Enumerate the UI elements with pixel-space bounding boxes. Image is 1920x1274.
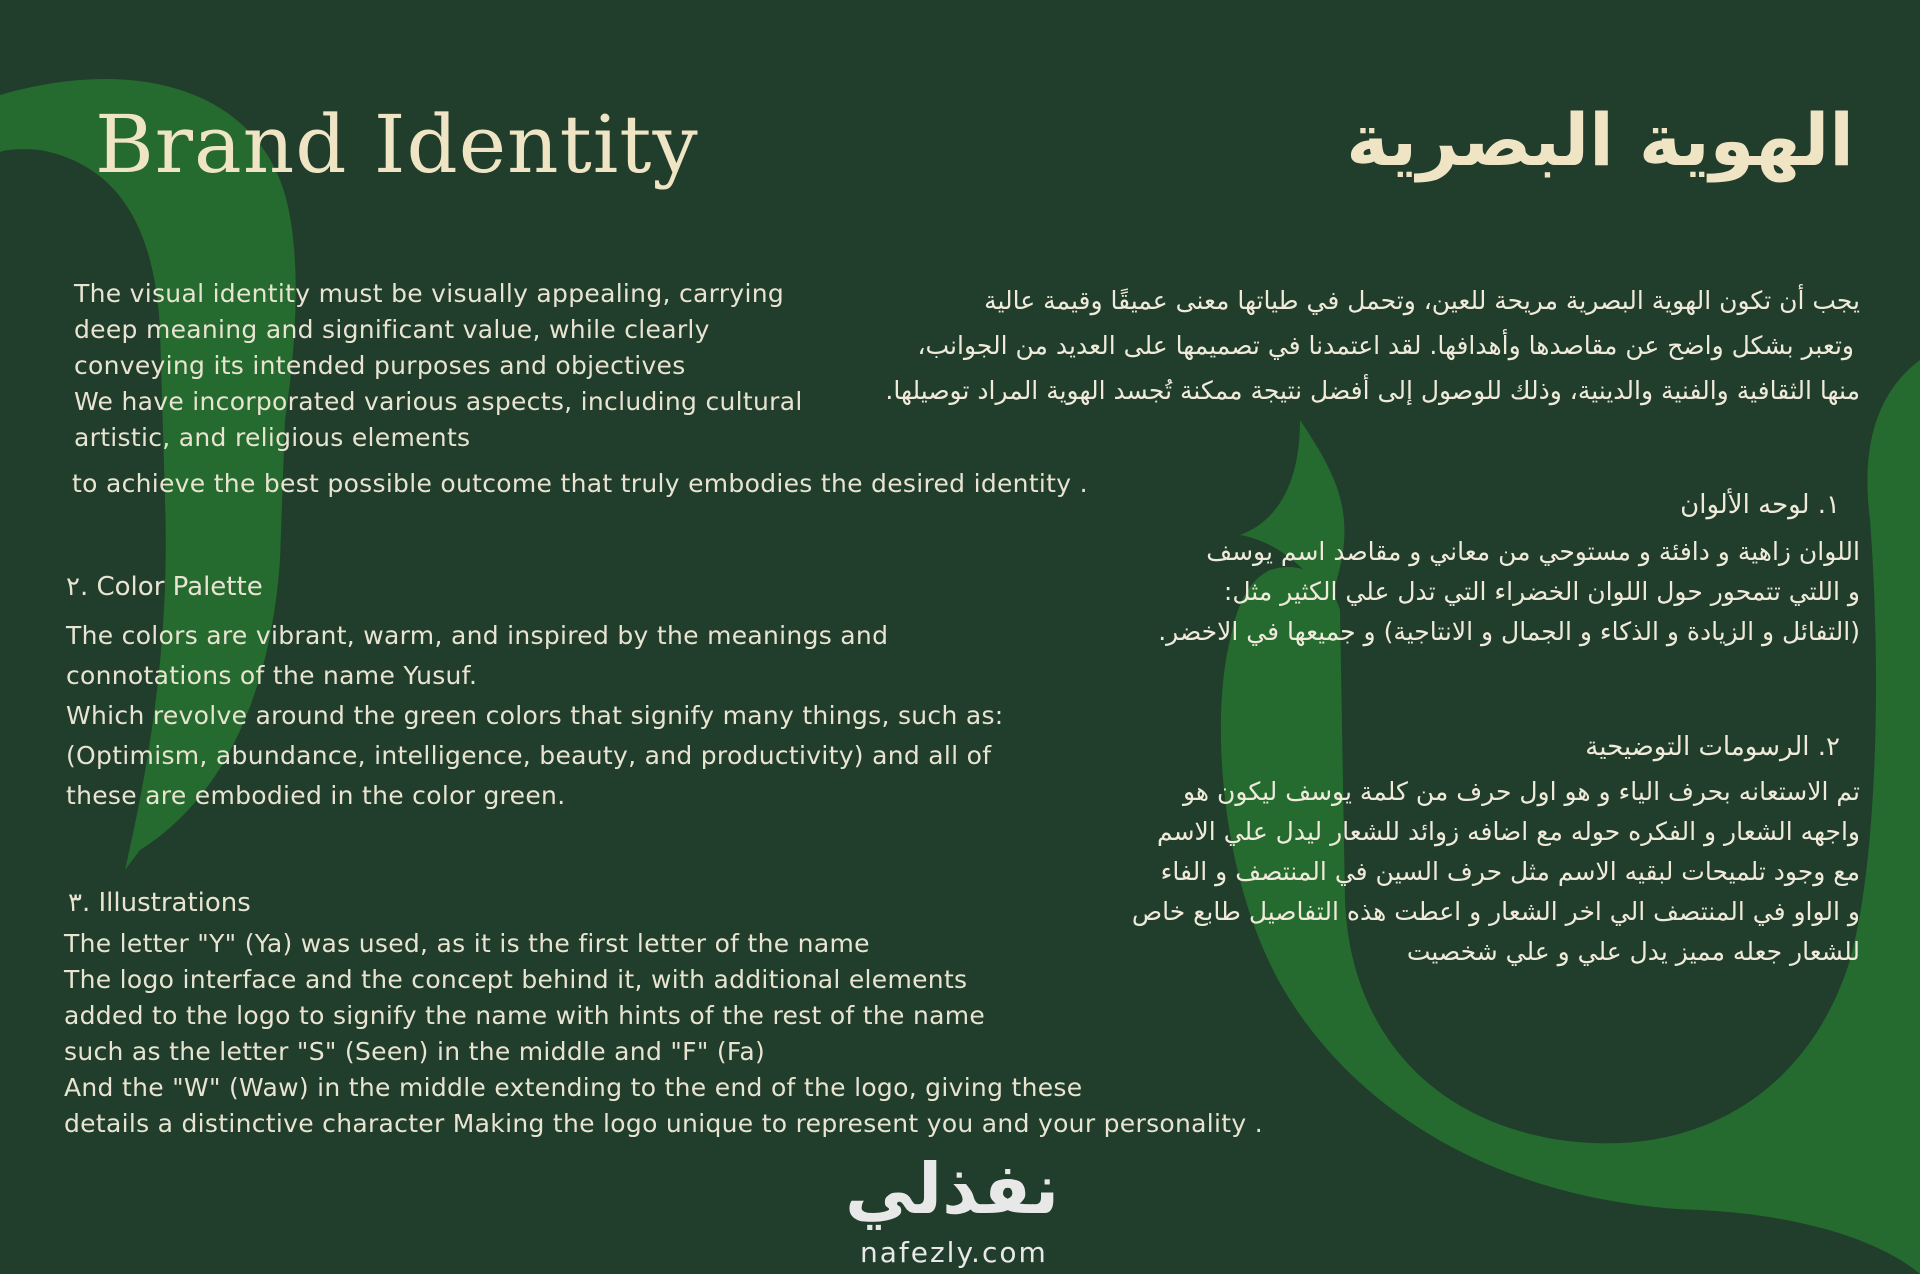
color-palette-arabic-line: اللوان زاهية و دافئة و مستوحي من معاني و مقاصد اسم يوسف (1206, 537, 1860, 566)
title-arabic: الهوية البصرية (1346, 98, 1854, 182)
intro-arabic-line: وتعبر بشكل واضح عن مقاصدها وأهدافها. لقد اعتمدنا في تصميمها على العديد من الجوانب، (917, 331, 1854, 360)
illustrations-heading-english: ٣. Illustrations (68, 888, 251, 918)
color-palette-arabic (1158, 532, 1860, 652)
illustrations-english-line: added to the logo to signify the name with hints of the rest of the name (64, 1001, 986, 1030)
intro-english-line: The visual identity must be visually appealing, carrying (74, 279, 785, 308)
illustrations-arabic-line: مع وجود تلميحات لبقيه الاسم مثل حرف السين في المنتصف و الفاء (1160, 857, 1860, 886)
color-palette-arabic-line: (التفائل و الزيادة و الذكاء و الجمال و الانتاجية) و جميعها في الاخضر. (1158, 617, 1860, 646)
intro-arabic-line: منها الثقافية والفنية والدينية، وذلك للوصول إلى أفضل نتيجة ممكنة تُجسد الهوية المراد توصيلها. (885, 376, 1860, 405)
color-palette-heading-arabic: ١. لوحه الألوان (1680, 490, 1840, 520)
intro-english-line: deep meaning and significant value, while clearly (74, 315, 710, 344)
illustrations-arabic-line: تم الاستعانه بحرف الياء و هو اول حرف من كلمة يوسف ليكون هو (1183, 777, 1860, 806)
intro-english-line: artistic, and religious elements (74, 423, 471, 452)
color-palette-arabic-line: و اللتي تتمحور حول اللوان الخضراء التي تدل علي الكثير مثل: (1223, 577, 1860, 606)
intro-arabic-line: يجب أن تكون الهوية البصرية مريحة للعين، وتحمل في طياتها معنى عميقًا وقيمة عالية (984, 286, 1860, 315)
intro-english-line: conveying its intended purposes and objectives (74, 351, 686, 380)
color-palette-english-line: connotations of the name Yusuf. (66, 661, 478, 690)
illustrations-english-line: The logo interface and the concept behind it, with additional elements (64, 965, 968, 994)
intro-english (74, 276, 803, 456)
title-english: Brand Identity (95, 98, 699, 191)
illustrations-heading-arabic: ٢. الرسومات التوضيحية (1585, 732, 1840, 762)
intro-english-line: We have incorporated various aspects, including cultural (74, 387, 803, 416)
watermark-url: nafezly.com (860, 1236, 1048, 1269)
intro-arabic (885, 278, 1860, 413)
color-palette-english-line: (Optimism, abundance, intelligence, beauty, and productivity) and all of (66, 741, 992, 770)
color-palette-heading-english: ٢. Color Palette (66, 572, 263, 602)
color-palette-english-line: these are embodied in the color green. (66, 781, 566, 810)
color-palette-english-line: Which revolve around the green colors that signify many things, such as: (66, 701, 1004, 730)
color-palette-english (66, 616, 1004, 816)
illustrations-arabic (1132, 772, 1860, 972)
illustrations-english (64, 926, 1263, 1142)
watermark-logo: نفذلي (845, 1148, 1060, 1230)
illustrations-english-line: such as the letter "S" (Seen) in the middle and "F" (Fa) (64, 1037, 765, 1066)
illustrations-english-line: The letter "Y" (Ya) was used, as it is the first letter of the name (64, 929, 870, 958)
illustrations-arabic-line: و الواو في المنتصف الي اخر الشعار و اعطت هذه التفاصيل طابع خاص (1131, 897, 1860, 926)
illustrations-english-line: details a distinctive character Making the logo unique to represent you and your personality . (64, 1109, 1263, 1138)
color-palette-english-line: The colors are vibrant, warm, and inspired by the meanings and (66, 621, 889, 650)
illustrations-english-line: And the "W" (Waw) in the middle extending to the end of the logo, giving these (64, 1073, 1083, 1102)
intro-english-last-line: to achieve the best possible outcome that truly embodies the desired identity . (72, 469, 1088, 498)
illustrations-arabic-line: واجهه الشعار و الفكره حوله مع اضافه زوائد للشعار ليدل علي الاسم (1156, 817, 1860, 846)
illustrations-arabic-line: للشعار جعله مميز يدل علي و علي شخصيت (1406, 937, 1860, 966)
